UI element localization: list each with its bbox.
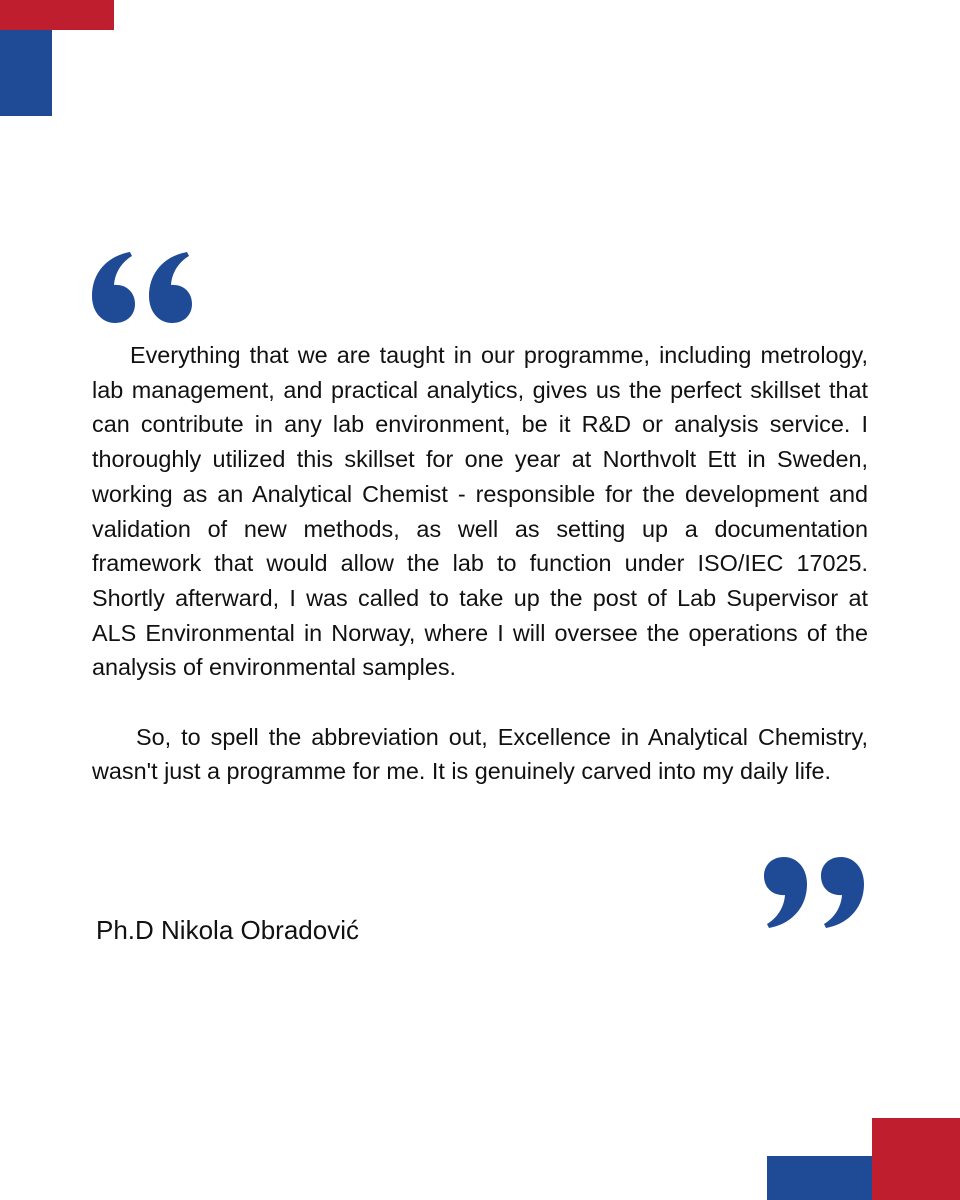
close-quote-icon (762, 856, 866, 930)
quote-paragraph: Everything that we are taught in our programme, including metrology, lab management, and practical analytics, gives us the perfect skillset that can contribute in any lab environment, be it R&D or analysis service. I thoroughly utilized this skillset for one year at Northvolt Ett in Sweden, working as an Analytical Chemist - responsible for the development and validation of new methods, as well as setting up a documentation framework that would allow the lab to function under ISO/IEC 17025. Shortly afterward, I was called to take up the post of Lab Supervisor at ALS Environmental in Norway, where I will oversee the operations of the analysis of environmental samples. (92, 342, 868, 681)
author-name: Ph.D Nikola Obradović (96, 915, 359, 945)
open-quote-icon (90, 250, 194, 324)
testimonial-quote (92, 338, 868, 789)
top-left-blue-accent (0, 30, 52, 116)
quote-paragraph: So, to spell the abbreviation out, Excellence in Analytical Chemistry, wasn't just a programme for me. It is genuinely carved into my daily life. (92, 723, 868, 785)
bottom-right-blue-accent (767, 1156, 872, 1200)
bottom-right-red-accent (872, 1118, 960, 1200)
top-left-red-accent (0, 0, 114, 30)
